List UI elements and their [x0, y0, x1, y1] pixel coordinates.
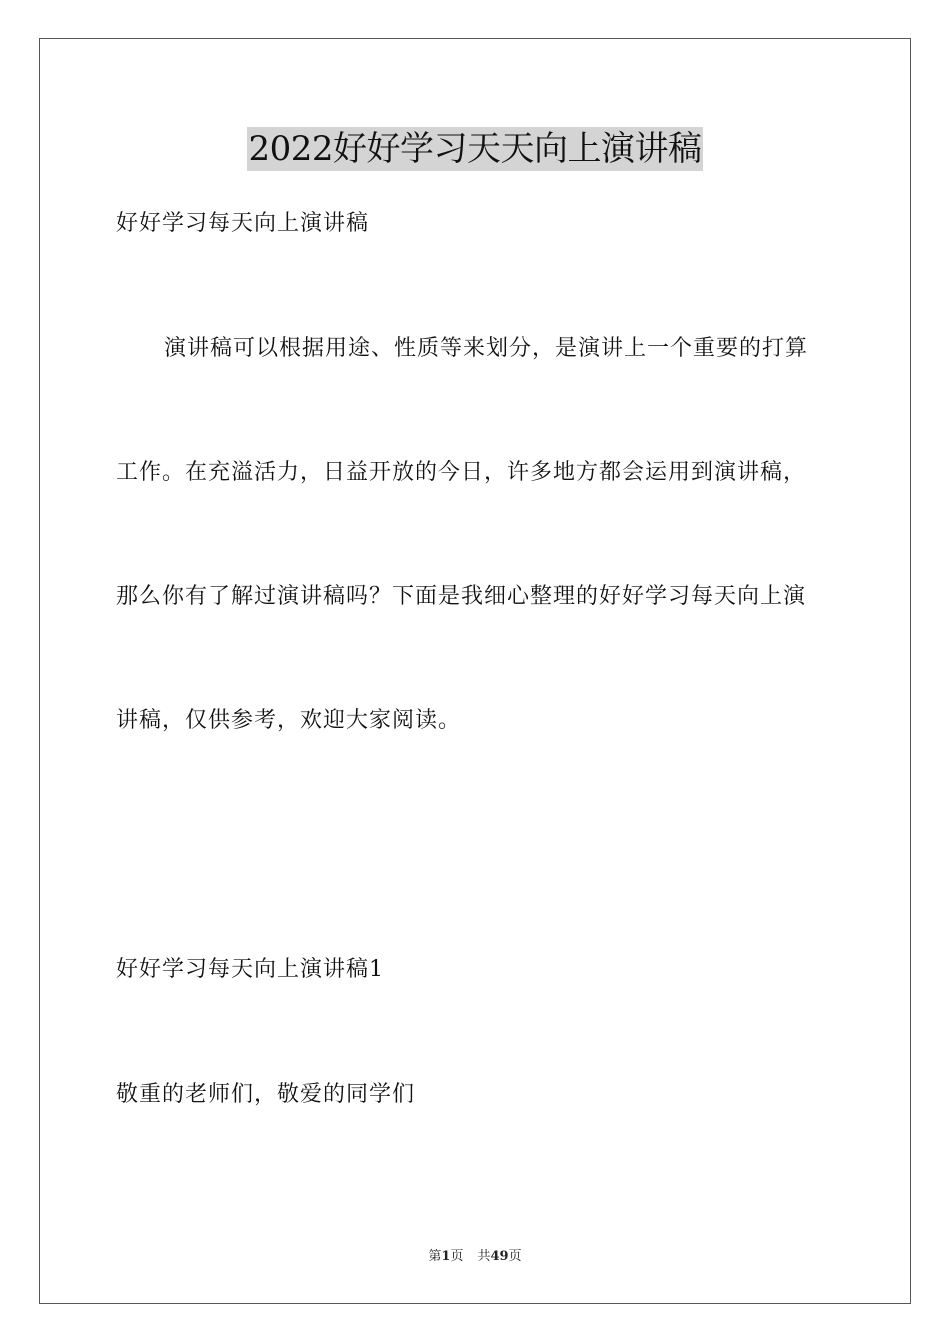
intro-line-4: 讲稿，仅供参考，欢迎大家阅读。 — [116, 708, 462, 733]
page-current: 1 — [441, 1249, 451, 1264]
total-suffix: 页 — [508, 1249, 522, 1264]
document-title-text: 2022好好学习天天向上演讲稿 — [248, 129, 702, 169]
document-subtitle: 好好学习每天向上演讲稿 — [116, 211, 370, 236]
page-suffix: 页 — [450, 1249, 464, 1264]
intro-line-2: 工作。在充溢活力，日益开放的今日，许多地方都会运用到演讲稿， — [116, 460, 807, 485]
page-total: 49 — [490, 1249, 509, 1264]
page-prefix: 第 — [428, 1249, 442, 1264]
total-prefix: 共 — [477, 1249, 491, 1264]
document-title — [0, 127, 950, 171]
page-footer — [0, 1248, 950, 1266]
greeting-line: 敬重的老师们，敬爱的同学们 — [116, 1082, 416, 1107]
section-heading: 好好学习每天向上演讲稿1 — [116, 957, 384, 982]
intro-line-1: 演讲稿可以根据用途、性质等来划分，是演讲上一个重要的打算 — [164, 336, 809, 361]
intro-line-3: 那么你有了解过演讲稿吗？下面是我细心整理的好好学习每天向上演 — [116, 584, 807, 609]
